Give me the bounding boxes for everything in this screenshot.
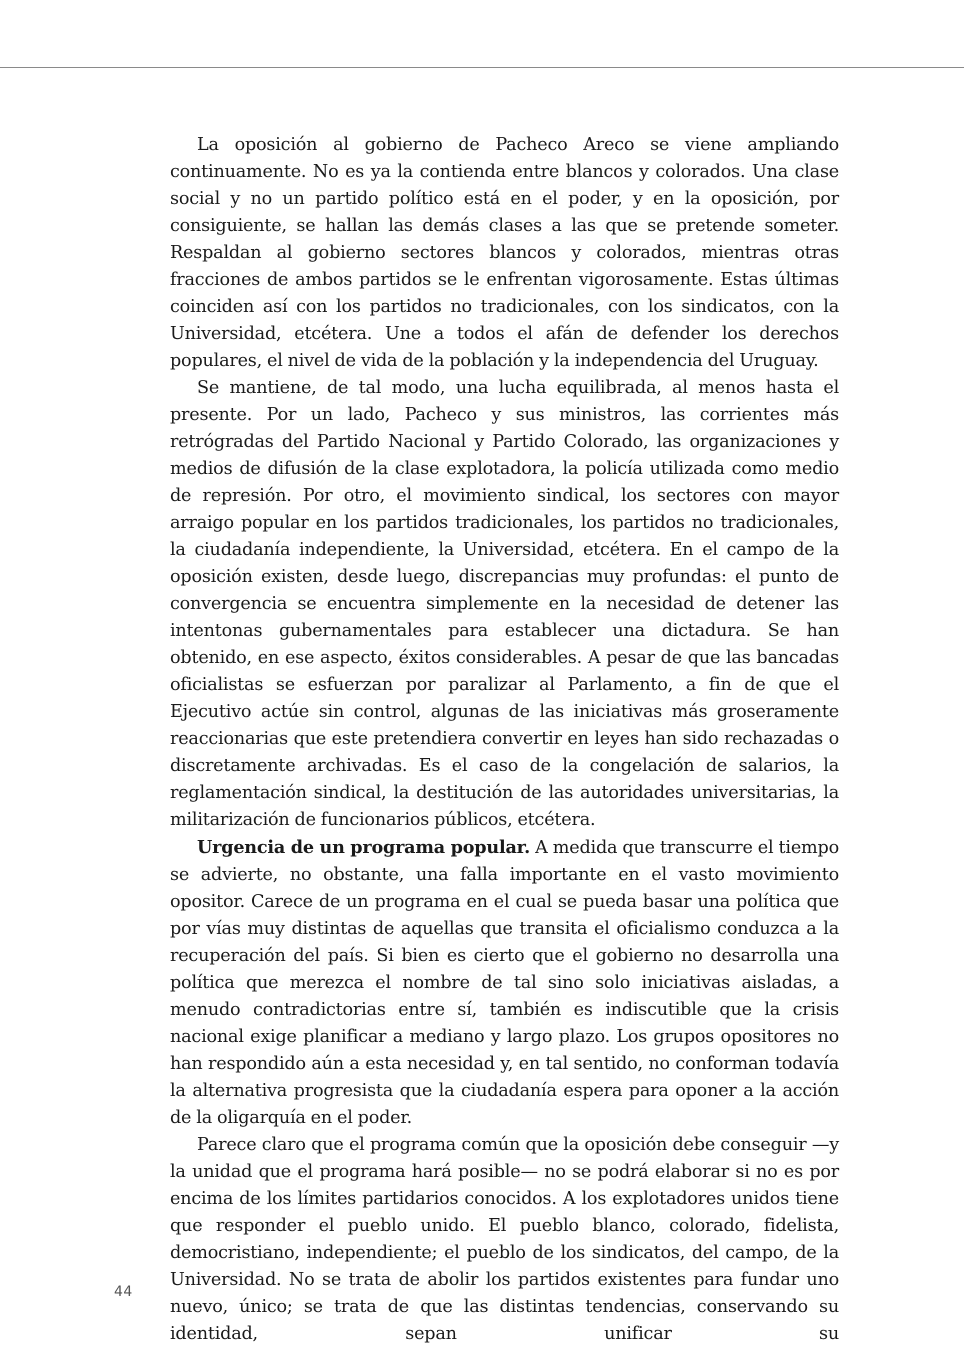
page-number: 44 xyxy=(114,1284,133,1300)
paragraph-1-text: La oposición al gobierno de Pacheco Areco se viene ampliando continuamente. No es ya la contienda entre blancos y colorados. Una clase social y no un partido político está en el poder, y en la oposición, por consiguiente, se hallan las demás clases a las que se pretende someter. Respaldan al gobierno sectores blancos y colorados, mientras otras fracciones de ambos partidos se le enfrentan vigorosamente. Estas últimas coinciden así con los partidos no tradicionales, con los sindicatos, con la Universidad, etcétera. Une a todos el afán de defender los derechos populares, el nivel de vida de la población y la independencia del Uruguay. xyxy=(170,135,839,371)
paragraph-2-text: Se mantiene, de tal modo, una lucha equilibrada, al menos hasta el presente. Por un lado, Pacheco y sus ministros, las corrientes más retrógradas del Partido Nacional y Partido Colorado, las organizaciones y medios de difusión de la clase explotadora, la policía utilizada como medio de represión. Por otro, el movimiento sindical, los sectores con mayor arraigo popular en los partidos tradicionales, los partidos no tradicionales, la ciudadanía independiente, la Universidad, etcétera. En el campo de la oposición existen, desde luego, discrepancias muy profundas: el punto de convergencia se encuentra simplemente en la necesidad de detener las intentonas gubernamentales para establecer una dictadura. Se han obtenido, en ese aspecto, éxitos considerables. A pesar de que las bancadas oficialistas se esfuerzan por paralizar al Parlamento, a fin de que el Ejecutivo actúe sin control, algunas de las iniciativas más groseramente reaccionarias que este pretendiera convertir en leyes han sido rechazadas o discretamente archivadas. Es el caso de la congelación de salarios, la reglamentación sindical, la destitución de las autoridades universitarias, la militarización de funcionarios públicos, etcétera. xyxy=(170,378,839,830)
section-heading: Urgencia de un programa popular. xyxy=(197,837,531,858)
paragraph-4 xyxy=(170,1132,839,1348)
paragraph-2 xyxy=(170,375,839,834)
paragraph-3 xyxy=(170,834,839,1132)
body-text xyxy=(170,132,839,1348)
paragraph-1 xyxy=(170,132,839,375)
paragraph-3-text: A medida que transcurre el tiempo se advierte, no obstante, una falla importante en el vasto movimiento opositor. Carece de un programa en el cual se pueda basar una política que por vías muy distintas de aquellas que transita el oficialismo conduzca a la recuperación del país. Si bien es cierto que el gobierno no desarrolla una política que merezca el nombre de tal sino solo iniciativas aisladas, a menudo contradictorias entre sí, también es indiscutible que la crisis nacional exige planificar a mediano y largo plazo. Los grupos opositores no han respondido aún a esta necesidad y, en tal sentido, no conforman todavía la alternativa progresista que la ciudadanía espera para oponer a la acción de la oligarquía en el poder. xyxy=(170,838,839,1128)
header-rule xyxy=(0,67,964,68)
paragraph-4-text: Parece claro que el programa común que la oposición debe conseguir —y la unidad que el programa hará posible— no se podrá elaborar si no es por encima de los límites partidarios conocidos. A los explotadores unidos tiene que responder el pueblo unido. El pueblo blanco, colorado, fidelista, democristiano, independiente; el pueblo de los sindicatos, del campo, de la Universidad. No se trata de abolir los partidos existentes para fundar uno nuevo, único; se trata de que las distintas tendencias, conservando su identidad, sepan unificar su xyxy=(170,1135,839,1344)
